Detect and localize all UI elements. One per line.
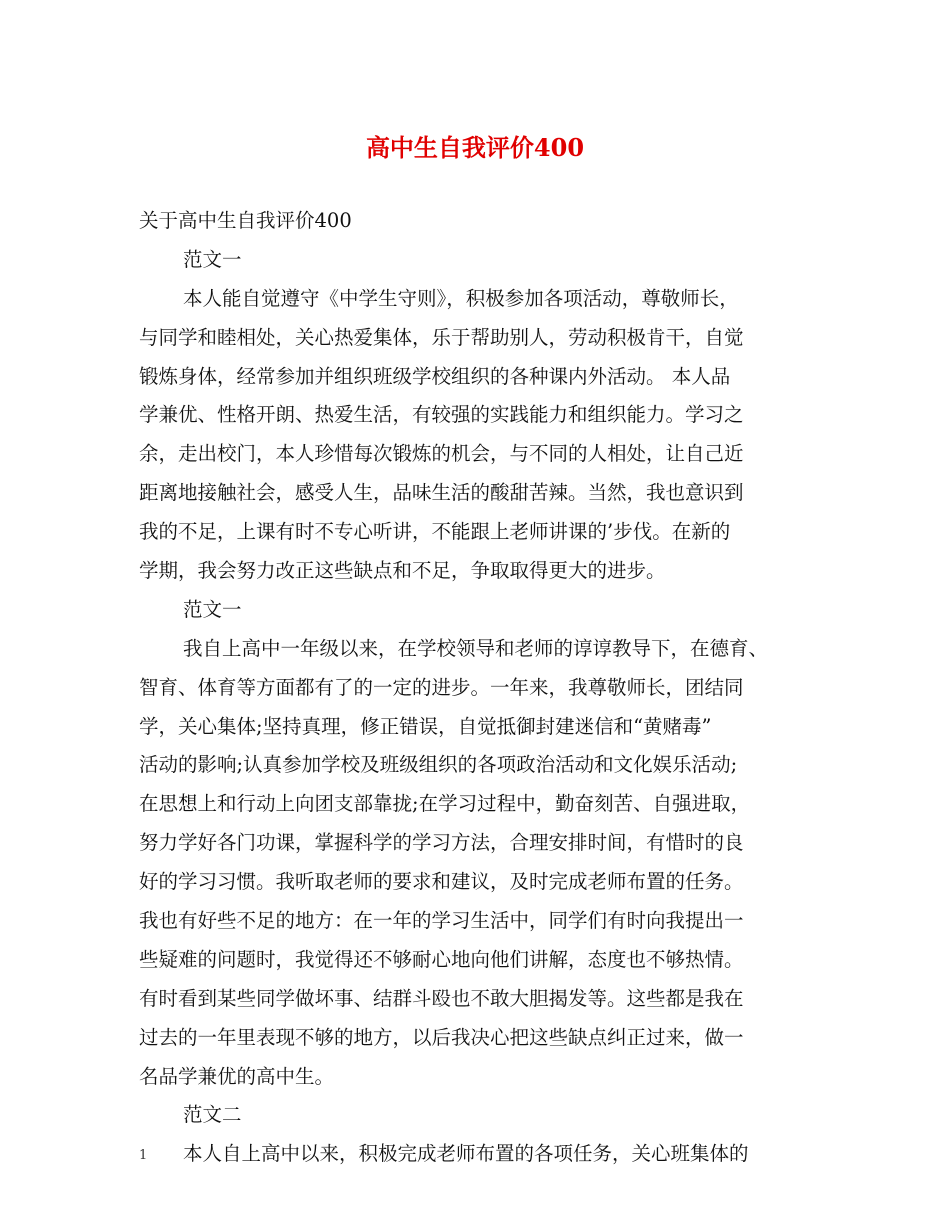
paragraph-line: 努力学好各门功课，掌握科学的学习方法，合理安排时间，有惜时的良 [139,831,744,855]
paragraph-line: 好的学习习惯。我听取老师的要求和建议，及时完成老师布置的任务。 [139,870,744,894]
paragraph-line: 些疑难的问题时，我觉得还不够耐心地向他们讲解，态度也不够热情。 [139,947,744,971]
paragraph-line: 本人能自觉遵守《中学生守则》，积极参加各项活动，尊敬师长， [183,286,739,310]
paragraph-line: 活动的影响;认真参加学校及班级组织的各项政治活动和文化娱乐活动; [139,753,738,777]
section-heading: 范文二 [183,1103,242,1127]
paragraph-line: 有时看到某些同学做坏事、结群斗殴也不敢大胆揭发等。这些都是我在 [139,986,744,1010]
section-heading: 范文一 [183,247,242,271]
paragraph-line: 我也有好些不足的地方：在一年的学习生活中，同学们有时向我提出一 [139,909,744,933]
paragraph-line: 过去的一年里表现不够的地方，以后我决心把这些缺点纠正过来，做一 [139,1025,744,1049]
paragraph-line: 我的不足，上课有时不专心听讲，不能跟上老师讲课的’步伐。在新的 [139,520,731,544]
paragraph-line: 本人自上高中以来，积极完成老师布置的各项任务，关心班集体的 [183,1142,749,1166]
paragraph-line: 与同学和睦相处，关心热爱集体，乐于帮助别人，劳动积极肯干，自觉 [139,325,744,349]
paragraph-line: 名品学兼优的高中生。 [139,1064,335,1088]
page-number: 1 [139,1148,148,1163]
document-title: 高中生自我评价400 [365,133,585,162]
paragraph-line: 学，关心集体;坚持真理，修正错误，自觉抵御封建迷信和“黄赌毒” [139,714,712,738]
paragraph-line: 学兼优、性格开朗、热爱生活，有较强的实践能力和组织能力。学习之 [139,403,744,427]
paragraph-line: 我自上高中一年级以来，在学校领导和老师的谆谆教导下，在德育、 [183,636,769,660]
paragraph-line: 距离地接触社会，感受人生，品味生活的酸甜苦辣。当然，我也意识到 [139,481,744,505]
document-body [139,202,819,1174]
paragraph-line: 锻炼身体，经常参加并组织班级学校组织的各种课内外活动。 本人品 [139,364,731,388]
paragraph-line: 智育、体育等方面都有了的一定的进步。一年来，我尊敬师长，团结同 [139,675,744,699]
paragraph-line: 学期，我会努力改正这些缺点和不足，争取取得更大的进步。 [139,559,666,583]
section-heading: 范文一 [183,597,242,621]
paragraph-line: 余，走出校门，本人珍惜每次锻炼的机会，与不同的人相处，让自己近 [139,442,744,466]
paragraph-line: 在思想上和行动上向团支部靠拢;在学习过程中，勤奋刻苦、自强进取， [139,792,751,816]
subtitle-line: 关于高中生自我评价400 [139,209,352,232]
